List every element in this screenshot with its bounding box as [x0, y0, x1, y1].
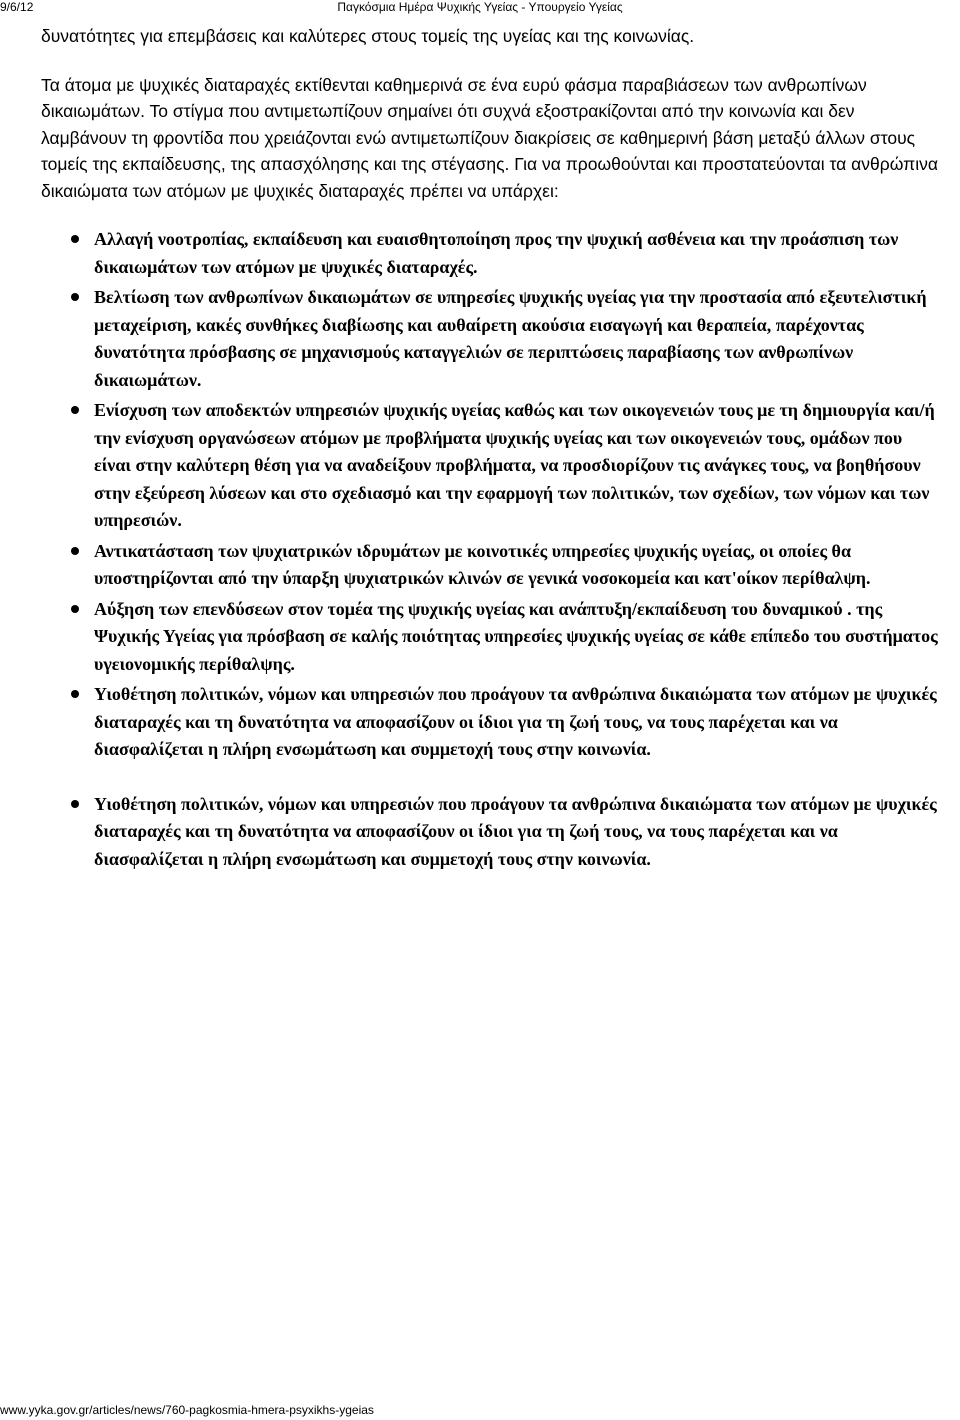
print-footer-url: www.yyka.gov.gr/articles/news/760-pagkosmia-hmera-psyxikhs-ygeias — [0, 1403, 374, 1417]
paragraph: Τα άτομα με ψυχικές διαταραχές εκτίθενται καθημερινά σε ένα ευρύ φάσμα παραβιάσεων των ανθρωπίνων δικαιωμάτων. Το στίγμα που αντιμετωπίζουν σημαίνει ότι συχνά εξοστρακίζονται από την κοινωνία και δεν λαμβάνουν τη φροντίδα που χρειάζονται ενώ αντιμετωπίζουν διακρίσεις σε καθημερινή βάση μεταξύ άλλων στους τομείς της εκπαίδευσης, της απασχόλησης και της στέγασης. Για να προωθούνται και προστατεύονται τα ανθρώπινα δικαιώματα των ατόμων με ψυχικές διαταραχές πρέπει να υπάρχει: — [41, 74, 938, 201]
page-title: Παγκόσμια Ημέρα Ψυχικής Υγείας - Υπουργείο Υγείας — [337, 0, 623, 14]
list-item — [41, 681, 939, 764]
list-item — [41, 284, 939, 394]
list-item-text: Υιοθέτηση πολιτικών, νόμων και υπηρεσιών που προάγουν τα ανθρώπινα δικαιώματα των ατόμων με ψυχικές διαταραχές και τη δυνατότητα να αποφασίζουν οι ίδιοι για τη ζωή τους, να τους παρέχεται και να διασφαλίζεται η πλήρη ενσωμάτωση και συμμετοχή τους στην κοινωνία. — [94, 793, 937, 869]
list-item — [41, 226, 939, 281]
bullet-icon — [71, 690, 79, 698]
list-item — [41, 791, 939, 874]
paragraph: δυνατότητες για επεμβάσεις και καλύτερες στους τομείς της υγείας και της κοινωνίας. — [41, 26, 695, 46]
list-item-text: Αύξηση των επενδύσεων στον τομέα της ψυχικής υγείας και ανάπτυξη/εκπαίδευση του δυναμικού . της Ψυχικής Υγείας για πρόσβαση σε καλής ποιότητας υπηρεσίες ψυχικής υγείας σε κάθε επίπεδο του συστήματος υγειονομικής περίθαλψης. — [94, 598, 938, 674]
bullet-icon — [71, 800, 79, 808]
bullet-icon — [71, 293, 79, 301]
list-item — [41, 596, 939, 679]
print-header — [0, 0, 960, 14]
list-item-text: Ενίσχυση των αποδεκτών υπηρεσιών ψυχικής υγείας καθώς και των οικογενειών τους με τη δημιουργία και/ή την ενίσχυση οργανώσεων ατόμων με προβλήματα ψυχικής υγείας και των οικογενειών τους, ομάδων που είναι στην καλύτερη θέση για να αναδείξουν προβλήματα, να προσδιορίζουν τις ανάγκες τους, να βοηθήσουν στην εξεύρεση λύσεων και στο σχεδιασμό και την εφαρμογή των πολιτικών, των σχεδίων, των νόμων και των υπηρεσιών. — [94, 400, 935, 530]
bullet-icon — [71, 605, 79, 613]
bullet-icon — [71, 235, 79, 243]
list-item-text: Αντικατάσταση των ψυχιατρικών ιδρυμάτων με κοινοτικές υπηρεσίες ψυχικής υγείας, οι οποίες θα υποστηρίζονται από την ύπαρξη ψυχιατρικών κλινών σε γενικά νοσοκομεία και κατ'οίκον περίθαλψη. — [94, 540, 871, 588]
rights-list — [41, 226, 939, 873]
list-item-text: Υιοθέτηση πολιτικών, νόμων και υπηρεσιών που προάγουν τα ανθρώπινα δικαιώματα των ατόμων με ψυχικές διαταραχές και τη δυνατότητα να αποφασίζουν οι ίδιοι για τη ζωή τους, να τους παρέχεται και να διασφαλίζεται η πλήρη ενσωμάτωση και συμμετοχή τους στην κοινωνία. — [94, 684, 937, 759]
list-item-text: Αλλαγή νοοτροπίας, εκπαίδευση και ευαισθητοποίηση προς την ψυχική ασθένεια και την προάσπιση των δικαιωμάτων των ατόμων με ψυχικές διαταραχές. — [94, 229, 899, 277]
article-body — [41, 23, 939, 876]
bullet-icon — [71, 547, 79, 555]
list-item — [41, 397, 939, 535]
list-item — [41, 538, 939, 593]
list-item-text: Βελτίωση των ανθρωπίνων δικαιωμάτων σε υπηρεσίες ψυχικής υγείας για την προστασία από εξευτελιστική μεταχείριση, κακές συνθήκες διαβίωσης και αυθαίρετη ακούσια εισαγωγή και θεραπεία, παρέχοντας δυνατότητα πρόσβασης σε μηχανισμούς καταγγελιών σε περιπτώσεις παραβίασης των ανθρωπίνων δικαιωμάτων. — [94, 287, 927, 390]
print-date: 9/6/12 — [0, 0, 34, 14]
bullet-icon — [71, 406, 79, 414]
